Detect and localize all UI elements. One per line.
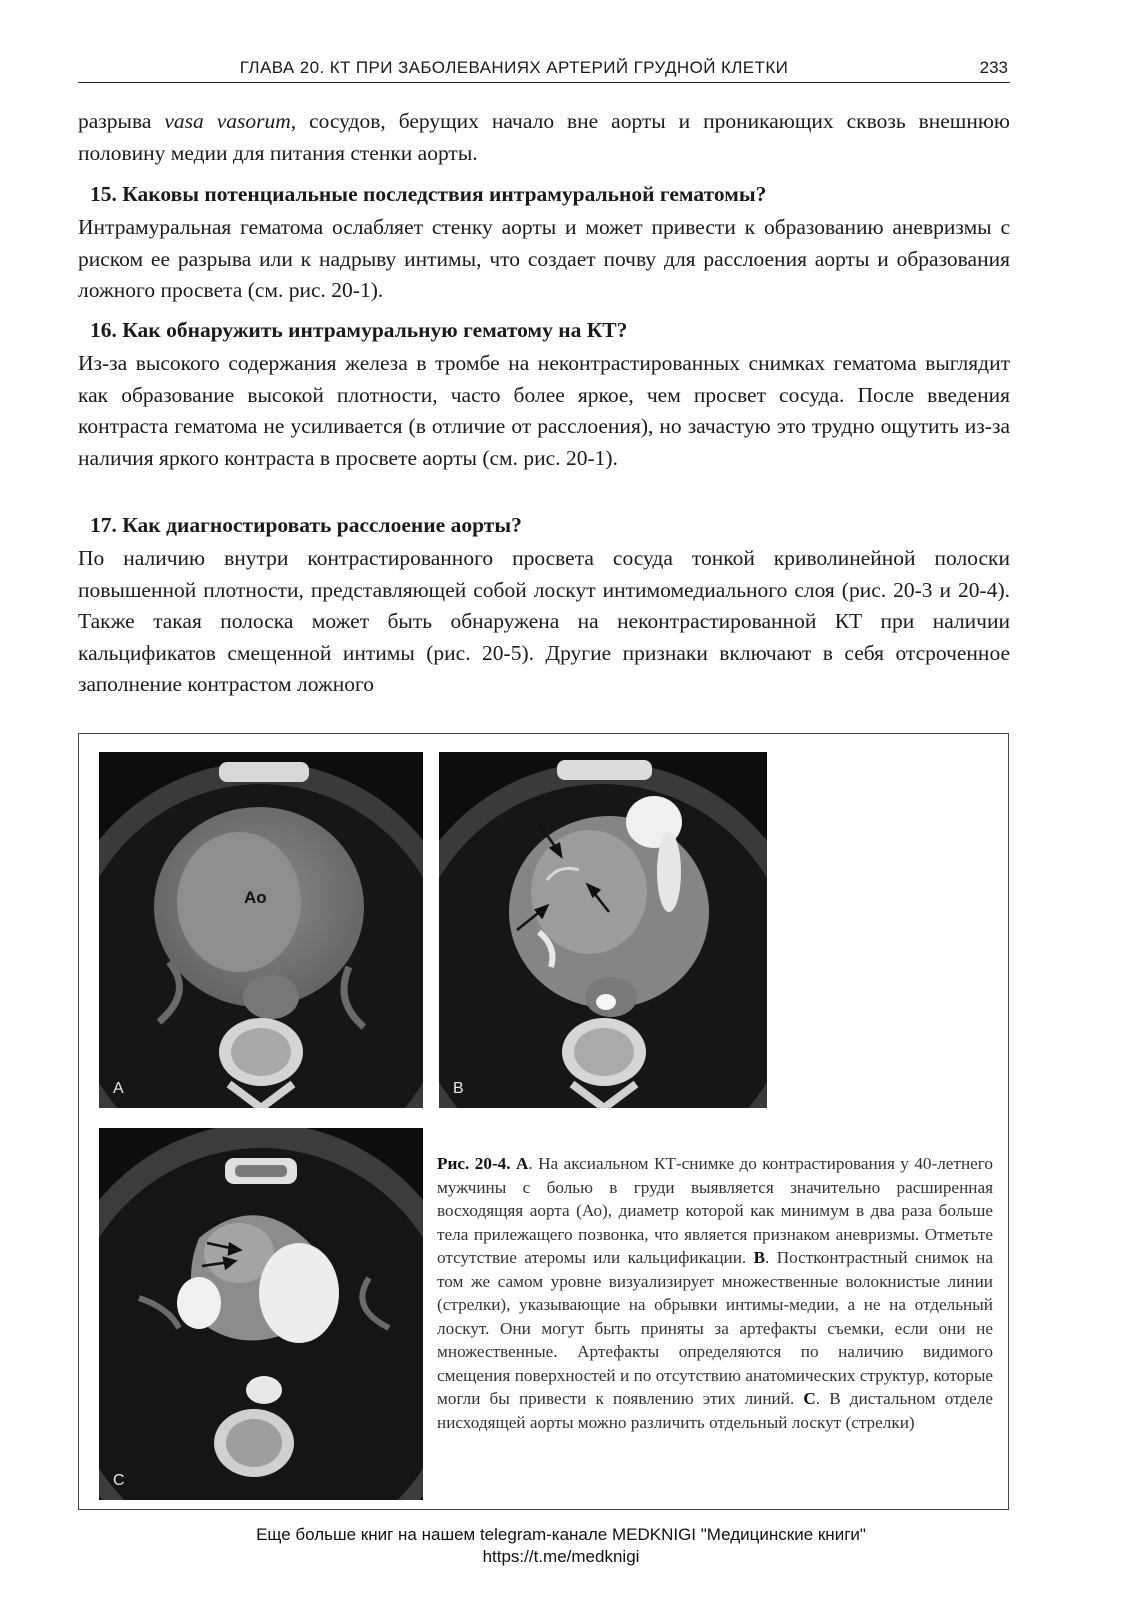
footer-link[interactable]: https://t.me/medknigi (482, 1547, 640, 1566)
chapter-title: ГЛАВА 20. КТ ПРИ ЗАБОЛЕВАНИЯХ АРТЕРИЙ ГРУДНОЙ КЛЕТКИ (239, 58, 789, 77)
ct-image-b (439, 752, 767, 1108)
panel-letter-b: B (453, 1080, 464, 1097)
ct-panel-c (99, 1128, 423, 1500)
question-15-heading: 15. Каковы потенциальные последствия интрамуральной гематомы? (90, 182, 767, 206)
ct-image-a (99, 752, 423, 1108)
ao-label: Ao (244, 888, 267, 907)
answer-17-text: По наличию внутри контрастированного просвета сосуда тонкой криволинейной полоски повышенной плотности, представляющей собой лоскут интимомедиального слоя (рис. 20-3 и 20-4). Также такая полоска может быть обнаружена на неконтрастированной КТ при наличии кальцификатов смещенной интимы (рис. 20-5). Другие признаки включают в себя отсроченное заполнение контрастом ложного (78, 546, 1010, 696)
question-16-heading: 16. Как обнаружить интрамуральную гематому на КТ? (90, 318, 628, 342)
intro-paragraph: разрыва vasa vasorum, сосудов, берущих начало вне аорты и проникающих сквозь внешнюю половину медии для питания стенки аорты. (78, 109, 1010, 165)
figure-20-4 (78, 733, 1009, 1510)
panel-letter-c: C (113, 1472, 125, 1489)
question-17-heading: 17. Как диагностировать расслоение аорты? (90, 513, 522, 537)
ct-image-c (99, 1128, 423, 1500)
answer-16-text: Из-за высокого содержания железа в тромбе на неконтрастированных снимках гематома выглядит как образование высокой плотности, часто более яркое, чем просвет сосуда. После введения контраста гематома не усиливается (в отличие от расслоения), но зачастую это трудно ощутить из-за наличия яркого контраста в просвете аорты (см. рис. 20-1). (78, 351, 1010, 470)
footer (0, 1524, 1122, 1568)
panel-letter-a: A (113, 1080, 124, 1097)
answer-15-text: Интрамуральная гематома ослабляет стенку аорты и может привести к образованию аневризмы с риском ее разрыва или к надрыву интимы, что создает почву для расслоения аорты и образования ложного просвета (см. рис. 20-1). (78, 215, 1010, 302)
footer-promo-text: Еще больше книг на нашем telegram-канале MEDKNIGI "Медицинские книги" (256, 1525, 866, 1544)
latin-term: vasa vasorum (164, 109, 291, 133)
ct-panel-a (99, 752, 423, 1108)
figure-caption: Рис. 20-4. А. На аксиальном КТ-снимке до контрастирования у 40-летнего мужчины с болью в груди выявляется значительно расширенная восходящяя аорта (Ао), диаметр которой как минимум в два раза больше тела прилежащего позвонка, что является признаком аневризмы. Отметьте отсутствие атеромы или кальцификации. В. Постконтрастный снимок на том же самом уровне визуализирует множественные волокнистые линии (стрелки), указывающие на обрывки интимы-медии, а не на отдельный лоскут. Они могут быть приняты за артефакты съемки, если они не множественные. Артефакты определяются по наличию видимого смещения поверхностей и по отсутствию анатомических структур, которые могли бы привести к появлению этих линий. С. В дистальном отделе нисходящей аорты можно различить отдельный лоскут (стрелки) (437, 1154, 993, 1432)
running-head (78, 56, 1010, 83)
page-number: 233 (979, 58, 1008, 77)
ct-panel-b (439, 752, 767, 1108)
